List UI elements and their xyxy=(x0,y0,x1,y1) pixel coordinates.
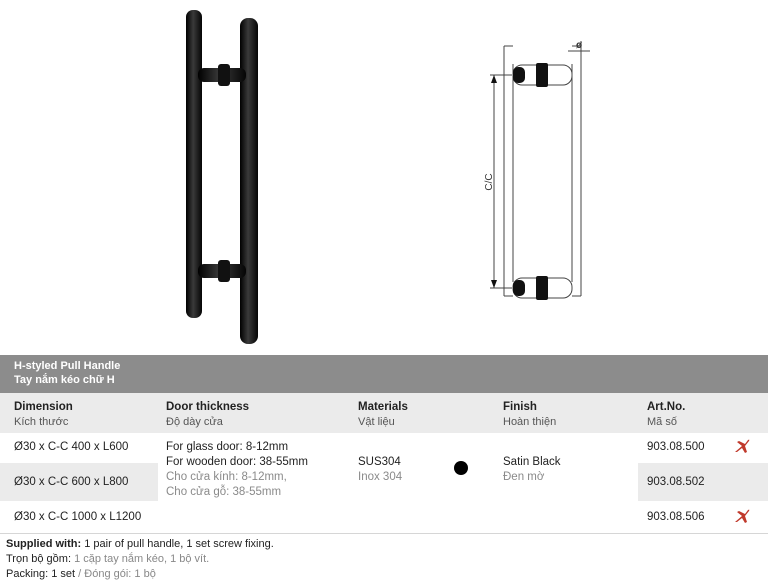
handle-bar-right xyxy=(240,18,258,344)
header-dimension: Dimension xyxy=(14,401,73,413)
table-bottom-rule xyxy=(0,533,768,534)
header-finish: Finish xyxy=(503,401,537,413)
header-finish-vi: Hoàn thiện xyxy=(503,416,557,428)
header-artno-vi: Mã số xyxy=(647,416,677,428)
header-door-vi: Độ dày cửa xyxy=(166,416,223,428)
table-row-3-dimension: Ø30 x C-C 1000 x L1200 xyxy=(14,511,142,523)
door-wood-vi: Cho cửa gỗ: 38-55mm xyxy=(166,486,282,498)
footer-tronbo: Trọn bộ gồm: 1 cặp tay nắm kéo, 1 bộ vít. xyxy=(6,553,210,565)
finish-vi: Đen mờ xyxy=(503,471,545,483)
header-artno: Art.No. xyxy=(647,401,686,413)
product-title-vi: Tay nắm kéo chữ H xyxy=(14,374,115,386)
footer-packing: Packing: 1 set / Đóng gói: 1 bộ xyxy=(6,568,156,580)
finish-swatch xyxy=(454,461,468,475)
airplane-icon xyxy=(733,438,751,454)
cc-label: C/C xyxy=(484,173,495,191)
collar-bottom xyxy=(218,260,230,282)
material-en: SUS304 xyxy=(358,456,401,468)
product-title-en: H-styled Pull Handle xyxy=(14,360,121,372)
door-glass-en: For glass door: 8-12mm xyxy=(166,441,289,453)
technical-drawing xyxy=(480,38,610,308)
material-vi: Inox 304 xyxy=(358,471,403,483)
header-door: Door thickness xyxy=(166,401,250,413)
door-glass-vi: Cho cửa kính: 8-12mm, xyxy=(166,471,287,483)
table-row-2-dimension: Ø30 x C-C 600 x L800 xyxy=(14,476,129,488)
header-materials-vi: Vật liệu xyxy=(358,416,395,428)
finish-en: Satin Black xyxy=(503,456,561,468)
door-wood-en: For wooden door: 38-55mm xyxy=(166,456,308,468)
airplane-icon xyxy=(733,508,751,524)
dia-label: ø xyxy=(576,40,583,51)
table-row-3-artno: 903.08.506 xyxy=(647,511,705,523)
header-dimension-vi: Kích thước xyxy=(14,416,69,428)
product-photo xyxy=(170,8,280,348)
collar-top xyxy=(218,64,230,86)
table-row-2-artno: 903.08.502 xyxy=(647,476,705,488)
footer-supplied: Supplied with: 1 pair of pull handle, 1 set screw fixing. xyxy=(6,538,274,550)
table-row-1-dimension: Ø30 x C-C 400 x L600 xyxy=(14,441,129,453)
table-row-1-artno: 903.08.500 xyxy=(647,441,705,453)
header-materials: Materials xyxy=(358,401,408,413)
